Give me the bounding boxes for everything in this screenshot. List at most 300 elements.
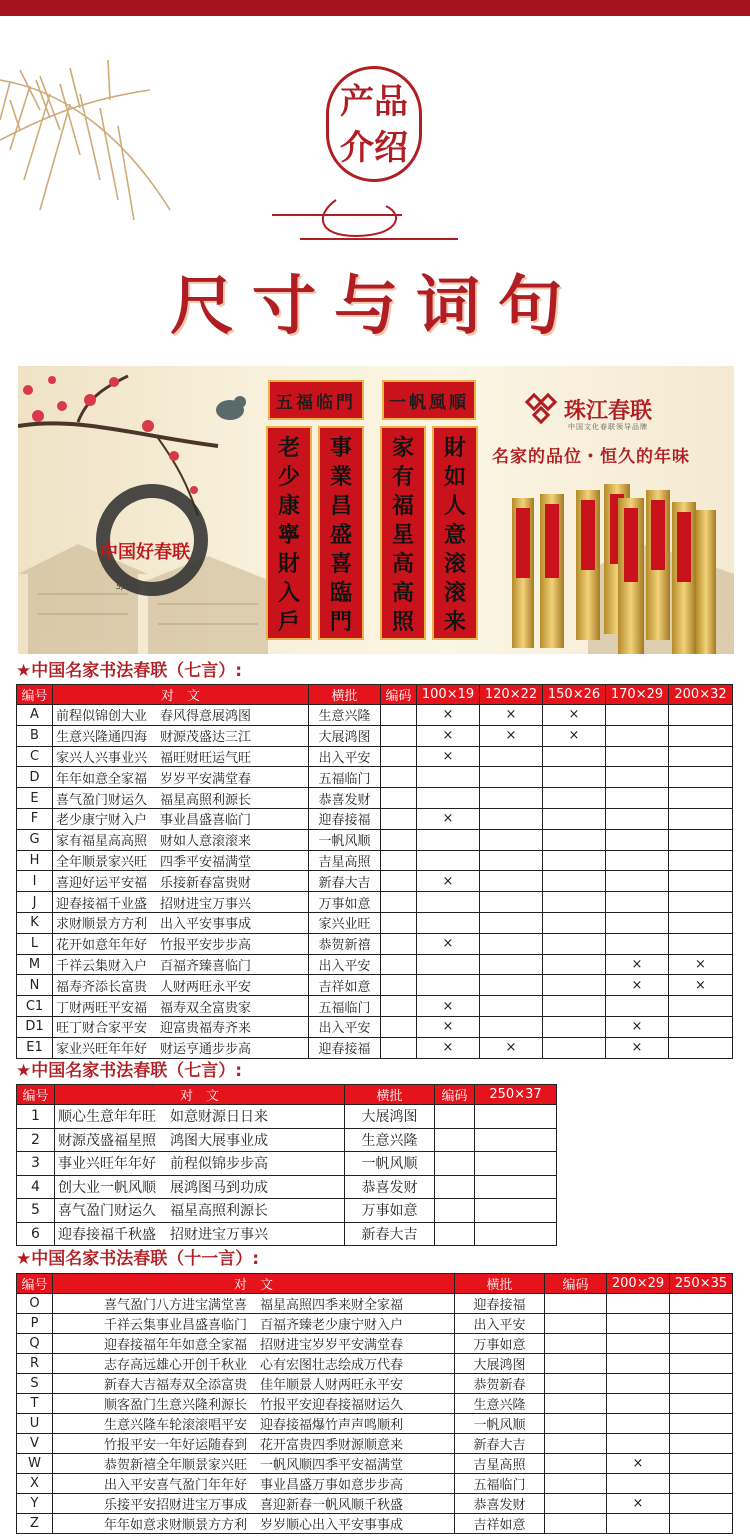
table-row (17, 1199, 557, 1223)
table-row (17, 1105, 557, 1129)
code (545, 1514, 607, 1534)
hengpi: 万事如意 (345, 1199, 435, 1223)
size-availability-mark (475, 1128, 557, 1152)
table-body (17, 1294, 733, 1534)
badge-line2: 介绍 (340, 128, 408, 168)
hengpi: 吉祥如意 (455, 1514, 545, 1534)
row-id: E (17, 788, 53, 809)
hengpi: 家兴业旺 (309, 912, 381, 933)
row-id: D1 (17, 1016, 53, 1037)
hengpi: 新春大吉 (309, 871, 381, 892)
row-id: L (17, 933, 53, 954)
row-id: U (17, 1414, 53, 1434)
size-availability-mark (669, 996, 733, 1017)
size-availability-mark (480, 933, 543, 954)
size-availability-mark (669, 933, 733, 954)
table-row (17, 1434, 733, 1454)
size-availability-mark (543, 996, 606, 1017)
row-id: Y (17, 1494, 53, 1514)
table-row (17, 1175, 557, 1199)
size-availability-mark (670, 1314, 733, 1334)
size-availability-mark (607, 1314, 670, 1334)
code (381, 912, 417, 933)
hengpi: 万事如意 (309, 892, 381, 913)
code (381, 1037, 417, 1058)
size-availability-mark (480, 808, 543, 829)
couplet-text: 顺客盈门生意兴隆利源长 竹报平安迎春接福财运久 (53, 1394, 455, 1414)
row-id: F (17, 808, 53, 829)
row-id: P (17, 1314, 53, 1334)
row-id: R (17, 1354, 53, 1374)
table-row (17, 788, 733, 809)
couplet-text: 福寿齐添长富贵 人财两旺永平安 (53, 975, 309, 996)
table-row (17, 850, 733, 871)
code (381, 705, 417, 726)
size-availability-mark (543, 1037, 606, 1058)
couplet-text: 迎春接福年年如意全家福 招财进宝岁岁平安满堂春 (53, 1334, 455, 1354)
size-availability-mark (480, 829, 543, 850)
size-availability-mark (606, 767, 669, 788)
table-row (17, 746, 733, 767)
row-id: N (17, 975, 53, 996)
size-availability-mark: × (417, 1037, 480, 1058)
size-availability-mark (480, 871, 543, 892)
table-row (17, 1314, 733, 1334)
row-id: Q (17, 1334, 53, 1354)
couplet-text: 竹报平安一年好运随春到 花开富贵四季财源顺意来 (53, 1434, 455, 1454)
section-title-shiyiyan: ★中国名家书法春联（十一言）: (16, 1249, 260, 1269)
size-availability-mark (480, 788, 543, 809)
size-availability-mark (543, 1016, 606, 1037)
code (435, 1105, 475, 1129)
row-id: 5 (17, 1199, 55, 1223)
size-availability-mark (670, 1494, 733, 1514)
size-availability-mark (417, 788, 480, 809)
couplet-text: 生意兴隆通四海 财源茂盛达三江 (53, 725, 309, 746)
table-row (17, 892, 733, 913)
table-row (17, 996, 733, 1017)
table-row (17, 954, 733, 975)
size-availability-mark (669, 725, 733, 746)
size-availability-mark: × (417, 996, 480, 1017)
row-id: A (17, 705, 53, 726)
brand-logo-icon (524, 392, 558, 426)
size-availability-mark (669, 746, 733, 767)
size-availability-mark (669, 767, 733, 788)
size-availability-mark (607, 1414, 670, 1434)
size-availability-mark (480, 850, 543, 871)
size-availability-mark (543, 788, 606, 809)
code (435, 1152, 475, 1176)
size-availability-mark (475, 1199, 557, 1223)
column-header: 120×22 (480, 685, 543, 705)
row-id: G (17, 829, 53, 850)
table-row (17, 1354, 733, 1374)
hengpi: 出入平安 (455, 1314, 545, 1334)
couplet-text: 恭贺新禧全年顺景家兴旺 一帆风顺四季平安福满堂 (53, 1454, 455, 1474)
hengpi: 出入平安 (309, 746, 381, 767)
size-availability-mark: × (606, 1037, 669, 1058)
size-availability-mark (670, 1514, 733, 1534)
table-row (17, 1454, 733, 1474)
row-id: T (17, 1394, 53, 1414)
table-row (17, 808, 733, 829)
size-availability-mark (543, 808, 606, 829)
code (545, 1494, 607, 1514)
couplet-text: 财源茂盛福星照 鸿图大展事业成 (55, 1128, 345, 1152)
hengpi: 吉星高照 (455, 1454, 545, 1474)
code (545, 1354, 607, 1374)
code (381, 871, 417, 892)
table-body (17, 705, 733, 1059)
table-row (17, 933, 733, 954)
size-availability-mark (480, 767, 543, 788)
column-header: 200×29 (607, 1274, 670, 1294)
code (435, 1222, 475, 1246)
code (545, 1294, 607, 1314)
hengpi: 生意兴隆 (455, 1394, 545, 1414)
size-availability-mark (417, 850, 480, 871)
row-id: B (17, 725, 53, 746)
row-id: J (17, 892, 53, 913)
column-header: 250×35 (670, 1274, 733, 1294)
size-availability-mark (480, 912, 543, 933)
size-availability-mark (607, 1354, 670, 1374)
hengpi: 出入平安 (309, 954, 381, 975)
table-row (17, 871, 733, 892)
couplet-text: 家兴人兴事业兴 福旺财旺运气旺 (53, 746, 309, 767)
hengpi: 恭喜发财 (345, 1175, 435, 1199)
size-availability-mark (606, 829, 669, 850)
size-availability-mark (669, 892, 733, 913)
hengpi: 出入平安 (309, 1016, 381, 1037)
table-row (17, 1294, 733, 1314)
code (381, 933, 417, 954)
couplet-text: 创大业一帆风顺 展鸿图马到功成 (55, 1175, 345, 1199)
size-availability-mark (669, 788, 733, 809)
couplet-scroll: 老 少 康 寧 財 入 戶 (266, 426, 312, 640)
size-availability-mark (543, 871, 606, 892)
size-availability-mark (670, 1354, 733, 1374)
table-row (17, 1037, 733, 1058)
ink-logo-subtitle: Spring Couplets (116, 582, 180, 591)
size-availability-mark: × (417, 808, 480, 829)
size-availability-mark: × (417, 725, 480, 746)
size-availability-mark (543, 933, 606, 954)
size-availability-mark (475, 1105, 557, 1129)
size-availability-mark (543, 850, 606, 871)
code (545, 1434, 607, 1454)
hengpi: 五福临门 (309, 767, 381, 788)
size-availability-mark (670, 1454, 733, 1474)
couplet-text: 求财顺景方方利 出入平安事事成 (53, 912, 309, 933)
couplet-text: 旺丁财合家平安 迎富贵福寿齐来 (53, 1016, 309, 1037)
size-availability-mark: × (606, 954, 669, 975)
couplet-text: 家有福星高高照 财如人意滚滚来 (53, 829, 309, 850)
code (381, 975, 417, 996)
code (545, 1394, 607, 1414)
code (435, 1175, 475, 1199)
size-availability-mark (543, 954, 606, 975)
code (381, 829, 417, 850)
hengpi: 生意兴隆 (309, 705, 381, 726)
size-availability-mark: × (607, 1494, 670, 1514)
size-availability-mark (417, 829, 480, 850)
divider (272, 214, 402, 216)
row-id: S (17, 1374, 53, 1394)
couplet-text: 家业兴旺年年好 财运亨通步步高 (53, 1037, 309, 1058)
couplet-text: 生意兴隆车轮滚滚唱平安 迎春接福爆竹声声鸣顺利 (53, 1414, 455, 1434)
size-availability-mark (480, 1016, 543, 1037)
size-availability-mark: × (606, 1016, 669, 1037)
couplet-text: 迎春接福千业盛 招财进宝万事兴 (53, 892, 309, 913)
couplet-text: 喜气盈门财运久 福星高照利源长 (53, 788, 309, 809)
section-title-qiyan: ★中国名家书法春联（七言）: (16, 661, 243, 681)
price-table-qiyan (16, 684, 733, 1059)
hengpi: 一帆风顺 (309, 829, 381, 850)
size-availability-mark: × (480, 1037, 543, 1058)
table-row (17, 1016, 733, 1037)
couplet-text: 迎春接福千秋盛 招财进宝万事兴 (55, 1222, 345, 1246)
ink-logo-text: 中国好春联 (100, 542, 190, 563)
size-availability-mark (480, 954, 543, 975)
row-id: V (17, 1434, 53, 1454)
table-row (17, 767, 733, 788)
row-id: 6 (17, 1222, 55, 1246)
size-availability-mark: × (606, 975, 669, 996)
code (545, 1374, 607, 1394)
couplet-text: 年年如意全家福 岁岁平安满堂春 (53, 767, 309, 788)
size-availability-mark (669, 850, 733, 871)
size-availability-mark (606, 996, 669, 1017)
row-id: C1 (17, 996, 53, 1017)
hengpi: 一帆风顺 (455, 1414, 545, 1434)
size-availability-mark (417, 767, 480, 788)
size-availability-mark: × (417, 746, 480, 767)
column-header: 编码 (381, 685, 417, 705)
table-row (17, 705, 733, 726)
hengpi: 大展鸿图 (309, 725, 381, 746)
section-title-qiyan-large: ★中国名家书法春联（七言）: (16, 1061, 243, 1081)
table-row (17, 1414, 733, 1434)
size-availability-mark: × (480, 725, 543, 746)
couplet-scroll: 財 如 人 意 滚 滚 来 (432, 426, 478, 640)
hengpi: 万事如意 (455, 1334, 545, 1354)
table-row (17, 1222, 557, 1246)
code (381, 892, 417, 913)
palm-leaf-icon (0, 60, 190, 230)
size-availability-mark (669, 871, 733, 892)
size-availability-mark (417, 892, 480, 913)
code (381, 725, 417, 746)
column-header: 200×32 (669, 685, 733, 705)
size-availability-mark (475, 1152, 557, 1176)
size-availability-mark (606, 912, 669, 933)
code (381, 996, 417, 1017)
size-availability-mark (543, 892, 606, 913)
hengpi: 迎春接福 (455, 1294, 545, 1314)
couplet-text: 年年如意求财顺景方方利 岁岁顺心出入平安事事成 (53, 1514, 455, 1534)
size-availability-mark: × (480, 705, 543, 726)
code (381, 850, 417, 871)
size-availability-mark (475, 1222, 557, 1246)
table-row (17, 1494, 733, 1514)
couplet-text: 新春大吉福寿双全添富贵 佳年顺景人财两旺永平安 (53, 1374, 455, 1394)
row-id: M (17, 954, 53, 975)
size-availability-mark: × (417, 871, 480, 892)
couplet-text: 出入平安喜气盈门年年好 事业昌盛万事如意步步高 (53, 1474, 455, 1494)
size-availability-mark (480, 746, 543, 767)
column-header: 编号 (17, 1085, 55, 1105)
column-header: 对 文 (53, 1274, 455, 1294)
hengpi: 五福临门 (309, 996, 381, 1017)
column-header: 编码 (435, 1085, 475, 1105)
size-availability-mark (606, 871, 669, 892)
code (435, 1199, 475, 1223)
size-availability-mark (669, 829, 733, 850)
couplet-text: 千祥云集事业昌盛喜临门 百福齐臻老少康宁财入户 (53, 1314, 455, 1334)
column-header: 编号 (17, 1274, 53, 1294)
couplet-text: 事业兴旺年年好 前程似锦步步高 (55, 1152, 345, 1176)
column-header: 100×19 (417, 685, 480, 705)
size-availability-mark (607, 1294, 670, 1314)
couplet-scroll: 家 有 福 星 高 高 照 (380, 426, 426, 640)
hengpi-left: 五福临門 (268, 380, 364, 420)
code (381, 954, 417, 975)
table-row (17, 1334, 733, 1354)
hengpi: 五福临门 (455, 1474, 545, 1494)
table-row (17, 1128, 557, 1152)
size-availability-mark (670, 1334, 733, 1354)
size-availability-mark (480, 996, 543, 1017)
size-availability-mark (607, 1394, 670, 1414)
row-id: X (17, 1474, 53, 1494)
size-availability-mark (606, 725, 669, 746)
column-header: 横批 (345, 1085, 435, 1105)
badge-line1: 产品 (340, 82, 408, 122)
row-id: I (17, 871, 53, 892)
hengpi: 大展鸿图 (455, 1354, 545, 1374)
column-header: 编码 (545, 1274, 607, 1294)
row-id: E1 (17, 1037, 53, 1058)
size-availability-mark (669, 1037, 733, 1058)
table-row (17, 1152, 557, 1176)
table-body (17, 1105, 557, 1246)
couplet-text: 喜气盈门财运久 福星高照利源长 (55, 1199, 345, 1223)
size-availability-mark: × (669, 954, 733, 975)
size-availability-mark (607, 1434, 670, 1454)
couplet-scroll: 事 業 昌 盛 喜 臨 門 (318, 426, 364, 640)
size-availability-mark (607, 1374, 670, 1394)
size-availability-mark: × (607, 1454, 670, 1474)
column-header: 150×26 (543, 685, 606, 705)
code (545, 1454, 607, 1474)
size-availability-mark: × (417, 1016, 480, 1037)
size-availability-mark (606, 705, 669, 726)
code (381, 808, 417, 829)
hengpi: 恭贺新禧 (309, 933, 381, 954)
size-availability-mark (670, 1434, 733, 1454)
table-row (17, 1514, 733, 1534)
code (545, 1414, 607, 1434)
column-header: 对 文 (55, 1085, 345, 1105)
size-availability-mark: × (417, 933, 480, 954)
size-availability-mark (480, 975, 543, 996)
column-header: 170×29 (606, 685, 669, 705)
code (545, 1314, 607, 1334)
couplet-text: 全年顺景家兴旺 四季平安福满堂 (53, 850, 309, 871)
couplet-text: 老少康宁财入户 事业昌盛喜临门 (53, 808, 309, 829)
brand-subtitle: 中国文化春联领导品牌 (568, 423, 648, 431)
product-intro-badge (326, 66, 422, 182)
hengpi: 新春大吉 (345, 1222, 435, 1246)
size-availability-mark: × (417, 705, 480, 726)
price-table-qiyan-large (16, 1084, 557, 1246)
code (381, 767, 417, 788)
row-id: 4 (17, 1175, 55, 1199)
table-row (17, 1374, 733, 1394)
size-availability-mark (543, 746, 606, 767)
size-availability-mark (417, 954, 480, 975)
code (381, 746, 417, 767)
size-availability-mark (607, 1474, 670, 1494)
hengpi: 恭喜发财 (455, 1494, 545, 1514)
size-availability-mark (670, 1394, 733, 1414)
hengpi: 迎春接福 (309, 1037, 381, 1058)
table-row (17, 725, 733, 746)
page-title: 尺寸与词句 (170, 270, 580, 344)
top-bar (0, 0, 750, 16)
hengpi: 大展鸿图 (345, 1105, 435, 1129)
table-row (17, 975, 733, 996)
size-availability-mark (606, 746, 669, 767)
column-header: 250×37 (475, 1085, 557, 1105)
table-row (17, 1474, 733, 1494)
column-header: 编号 (17, 685, 53, 705)
code (435, 1128, 475, 1152)
couplet-text: 千祥云集财入户 百福齐臻喜临门 (53, 954, 309, 975)
row-id: K (17, 912, 53, 933)
code (381, 1016, 417, 1037)
brand-slogan: 名家的品位・恒久的年味 (492, 447, 690, 467)
row-id: 2 (17, 1128, 55, 1152)
size-availability-mark (670, 1294, 733, 1314)
table-row (17, 829, 733, 850)
couplet-text: 志存高远雄心开创千秋业 心有宏图壮志绘成万代春 (53, 1354, 455, 1374)
couplet-text: 乐接平安招财进宝万事成 喜迎新春一帆风顺千秋盛 (53, 1494, 455, 1514)
column-header: 横批 (455, 1274, 545, 1294)
size-availability-mark (417, 912, 480, 933)
size-availability-mark (543, 767, 606, 788)
size-availability-mark (606, 808, 669, 829)
hengpi: 一帆风顺 (345, 1152, 435, 1176)
size-availability-mark (543, 912, 606, 933)
hengpi: 新春大吉 (455, 1434, 545, 1454)
code (545, 1334, 607, 1354)
code (545, 1474, 607, 1494)
size-availability-mark (606, 850, 669, 871)
size-availability-mark (669, 808, 733, 829)
size-availability-mark (475, 1175, 557, 1199)
row-id: 3 (17, 1152, 55, 1176)
size-availability-mark (543, 829, 606, 850)
divider (300, 238, 458, 240)
brand-name: 珠江春联 (564, 398, 653, 424)
size-availability-mark: × (543, 725, 606, 746)
size-availability-mark (669, 912, 733, 933)
size-availability-mark (606, 788, 669, 809)
size-availability-mark (543, 975, 606, 996)
